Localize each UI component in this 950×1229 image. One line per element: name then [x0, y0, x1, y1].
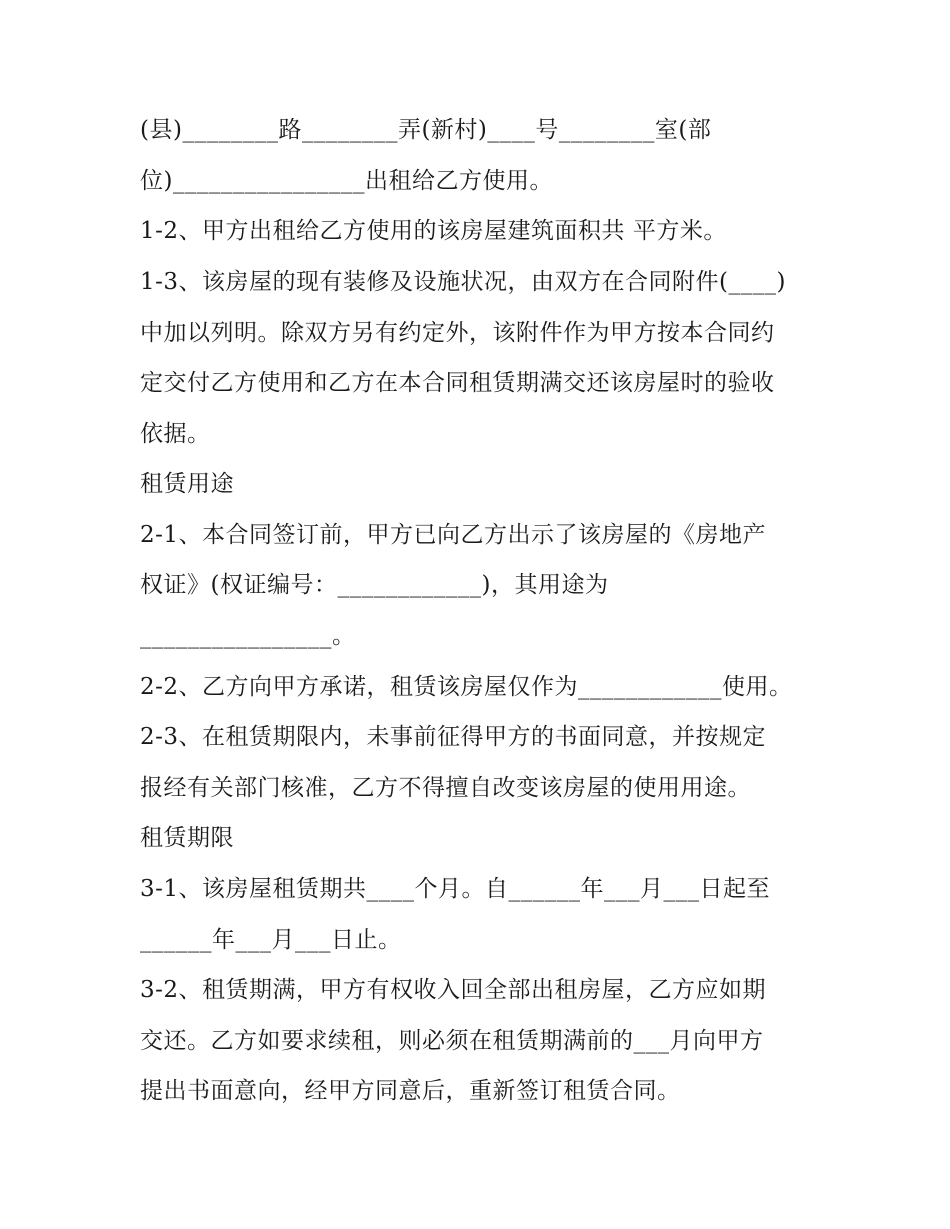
text-line-address-cont: 位)________________出租给乙方使用。	[140, 168, 553, 194]
section-heading-usage: 租赁用途	[140, 471, 234, 497]
clause-3-2-line-3: 提出书面意向，经甲方同意后，重新签订租赁合同。	[140, 1078, 681, 1104]
section-heading-term: 租赁期限	[140, 825, 234, 851]
clause-3-2: 3-2、租赁期满，甲方有权收入回全部出租房屋，乙方应如期	[140, 977, 767, 1003]
clause-3-1-line-2: ______年___月___日止。	[140, 927, 402, 953]
clause-1-3-line-2: 中加以列明。除双方另有约定外，该附件作为甲方按本合同约	[140, 320, 775, 346]
clause-2-3-line-2: 报经有关部门核准，乙方不得擅自改变该房屋的使用用途。	[140, 775, 751, 801]
clause-2-1-line-2: 权证》(权证编号：____________)，其用途为	[140, 572, 609, 598]
clause-3-2-line-2: 交还。乙方如要求续租，则必须在租赁期满前的___月向甲方	[140, 1028, 764, 1054]
clause-1-3-line-3: 定交付乙方使用和乙方在本合同租赁期满交还该房屋时的验收	[140, 370, 775, 396]
clause-2-3: 2-3、在租赁期限内，未事前征得甲方的书面同意，并按规定	[140, 724, 767, 750]
clause-3-1: 3-1、该房屋租赁期共____个月。自______年___月___日起至	[140, 876, 771, 902]
clause-2-1: 2-1、本合同签订前，甲方已向乙方出示了该房屋的《房地产	[140, 522, 767, 548]
clause-2-1-line-3: ________________。	[140, 623, 356, 649]
clause-2-2: 2-2、乙方向甲方承诺，租赁该房屋仅作为____________使用。	[140, 674, 793, 700]
text-line-address: (县)________路________弄(新村)____号________室(部	[140, 117, 712, 143]
clause-1-2: 1-2、甲方出租给乙方使用的该房屋建筑面积共 平方米。	[140, 218, 727, 244]
clause-1-3: 1-3、该房屋的现有装修及设施状况，由双方在合同附件(____)	[140, 269, 786, 295]
clause-1-3-line-4: 依据。	[140, 421, 211, 447]
